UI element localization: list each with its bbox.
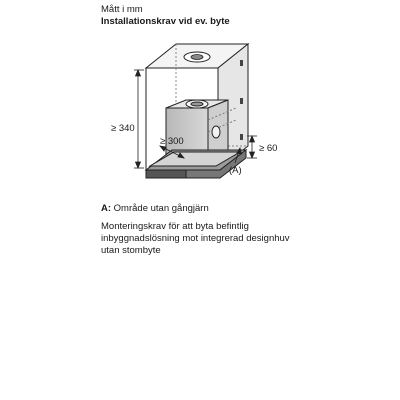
legend bbox=[101, 203, 209, 214]
callout-a-marker: (A) bbox=[229, 165, 242, 176]
diagram-title: Installationskrav vid ev. byte bbox=[101, 16, 230, 27]
unit-note: Mått i mm bbox=[101, 4, 143, 15]
legend-key: A: bbox=[101, 203, 112, 214]
depth-dimension-label: ≥ 300 bbox=[160, 136, 184, 147]
note-line: inbyggnadslösning mot integrerad designhuv bbox=[101, 233, 290, 244]
height-dimension bbox=[134, 70, 144, 168]
height-dimension-label: ≥ 340 bbox=[111, 123, 135, 134]
gap-dimension-label: ≥ 60 bbox=[259, 143, 278, 154]
installation-note bbox=[101, 221, 290, 257]
note-line: utan stombyte bbox=[101, 245, 161, 256]
note-line: Monteringskrav för att byta befintlig bbox=[101, 221, 249, 232]
top-duct-opening bbox=[184, 52, 210, 62]
legend-text: Område utan gångjärn bbox=[113, 203, 209, 214]
